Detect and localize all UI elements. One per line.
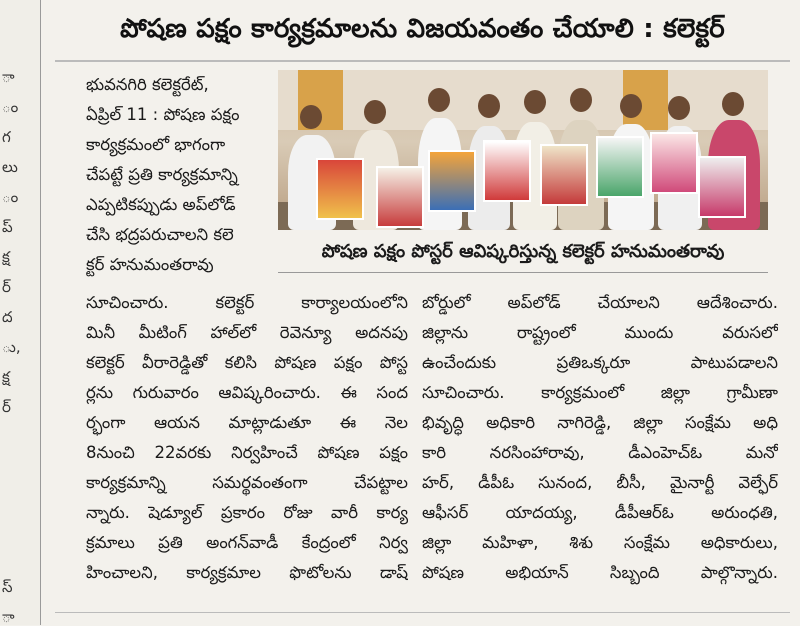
body-text-line: 8నుంచి 22వరకు నిర్వహించే పోషణ పక్షం	[86, 443, 408, 462]
body-text-line: పోషణ అభియాన్ సిబ్బంది పాల్గొన్నారు.	[422, 563, 778, 582]
body-text-line: హించాలని, కార్యక్రమాల ఫొటోలను డాష్	[86, 563, 408, 582]
news-photo	[278, 70, 768, 230]
intro-column	[86, 70, 270, 280]
body-text-line: కారి నరసింహారావు, డీఎంహెచ్‌ఓ మనో	[422, 443, 778, 462]
body-text-line: భివృద్ధి అధికారి నాగిరెడ్డి, జిల్లా సంక్షేమ అధి	[422, 413, 778, 432]
person-head	[722, 92, 744, 116]
article-headline: పోషణ పక్షం కార్యక్రమాలను విజయవంతం చేయాలి : కలెక్టర్	[120, 14, 725, 44]
poster	[540, 144, 588, 206]
body-text-line: జిల్లాను రాష్ట్రంలో ముందు వరుసలో	[422, 323, 778, 342]
person-head	[524, 90, 546, 114]
photo-caption: పోషణ పక్షం పోస్టర్ ఆవిష్కరిస్తున్న కలెక్టర్ హనుమంతరావు	[278, 232, 768, 273]
poster	[698, 156, 746, 218]
fragment-text: ా	[2, 68, 15, 86]
bottom-rule	[55, 612, 790, 613]
fragment-text: ర్	[2, 278, 11, 296]
intro-text-line: క్టర్ హనుమంతరావు	[86, 255, 214, 274]
body-text-line: కలెక్టర్ వీరారెడ్డితో కలిసి పోషణ పక్షం పోస్ట	[86, 353, 408, 372]
body-text-line: మినీ మీటింగ్ హాల్‌లో రెవెన్యూ అదనపు	[86, 323, 408, 342]
intro-text-line: భువనగిరి కలెక్టరేట్,	[86, 75, 209, 94]
body-text-line: హర్, డీపీఓ సునంద, బీసీ, మైనార్టీ వెల్ఫేర్	[422, 473, 778, 492]
poster	[596, 136, 644, 198]
fragment-text: గ	[2, 128, 11, 146]
fragment-text: ం	[2, 188, 19, 206]
body-column-middle	[86, 288, 408, 588]
body-column-right	[422, 288, 778, 588]
poster	[483, 140, 531, 202]
person-head	[570, 88, 592, 112]
body-text-line: కార్యక్రమాన్ని సమర్థవంతంగా చేపట్టాల	[86, 473, 408, 492]
fragment-text: క్ష	[2, 248, 10, 266]
intro-text-line: ఎప్పటికప్పుడు అప్‌లోడ్	[86, 195, 236, 214]
fragment-text: ద	[2, 308, 13, 326]
poster	[316, 158, 364, 220]
intro-text-line: చేసి భద్రపరుచాలని కలె	[86, 225, 234, 244]
fragment-text: ప్	[2, 218, 13, 236]
person-head	[300, 105, 322, 129]
poster	[428, 150, 476, 212]
adjacent-article-fragment	[0, 0, 41, 625]
body-text-line: బోర్డులో అప్‌లోడ్ చేయాలని ఆదేశించారు.	[422, 293, 778, 312]
body-text-line: ర్లను గురువారం ఆవిష్కరించారు. ఈ సంద	[86, 383, 408, 402]
fragment-text: స్	[2, 578, 13, 596]
photo-background-wall	[278, 70, 768, 130]
body-text-line: ఉంచేందుకు ప్రతిఒక్కరూ పాటుపడాలని	[422, 353, 778, 372]
person-head	[620, 94, 642, 118]
fragment-text: ు,	[2, 338, 21, 356]
body-text-line: సూచించారు. కలెక్టర్ కార్యాలయంలోని	[86, 293, 408, 312]
fragment-text: ా	[2, 608, 15, 626]
fragment-text: లు	[2, 158, 18, 176]
body-text-line: న్నారు. షెడ్యూల్ ప్రకారం రోజు వారీ కార్య	[86, 503, 408, 522]
body-text-line: ర్భంగా ఆయన మాట్లాడుతూ ఈ నెల	[86, 413, 408, 432]
headline-bar	[55, 8, 790, 62]
fragment-text: ర్	[2, 398, 11, 416]
person-head	[428, 88, 450, 112]
person-head	[478, 94, 500, 118]
person-head	[668, 96, 690, 120]
person-head	[364, 100, 386, 124]
body-text-line: ఆఫీసర్ యాదయ్య, డీపీఆర్‌ఓ అరుంధతి,	[422, 503, 778, 522]
intro-text-line: ఏప్రిల్ 11 : పోషణ పక్షం	[86, 105, 240, 124]
fragment-text: ం	[2, 98, 19, 116]
intro-text-line: కార్యక్రమంలో భాగంగా	[86, 135, 226, 154]
poster	[376, 166, 424, 228]
fragment-text: క్ష	[2, 368, 10, 386]
body-text-line: సూచించారు. కార్యక్రమంలో జిల్లా గ్రామీణా	[422, 383, 778, 402]
body-text-line: జిల్లా మహిళా, శిశు సంక్షేమ అధికారులు,	[422, 533, 778, 552]
poster	[650, 132, 698, 194]
body-text-line: క్రమాలు ప్రతి అంగన్‌వాడీ కేంద్రంలో నిర్వ	[86, 533, 408, 552]
intro-text-line: చేపట్టే ప్రతి కార్యక్రమాన్ని	[86, 165, 238, 184]
